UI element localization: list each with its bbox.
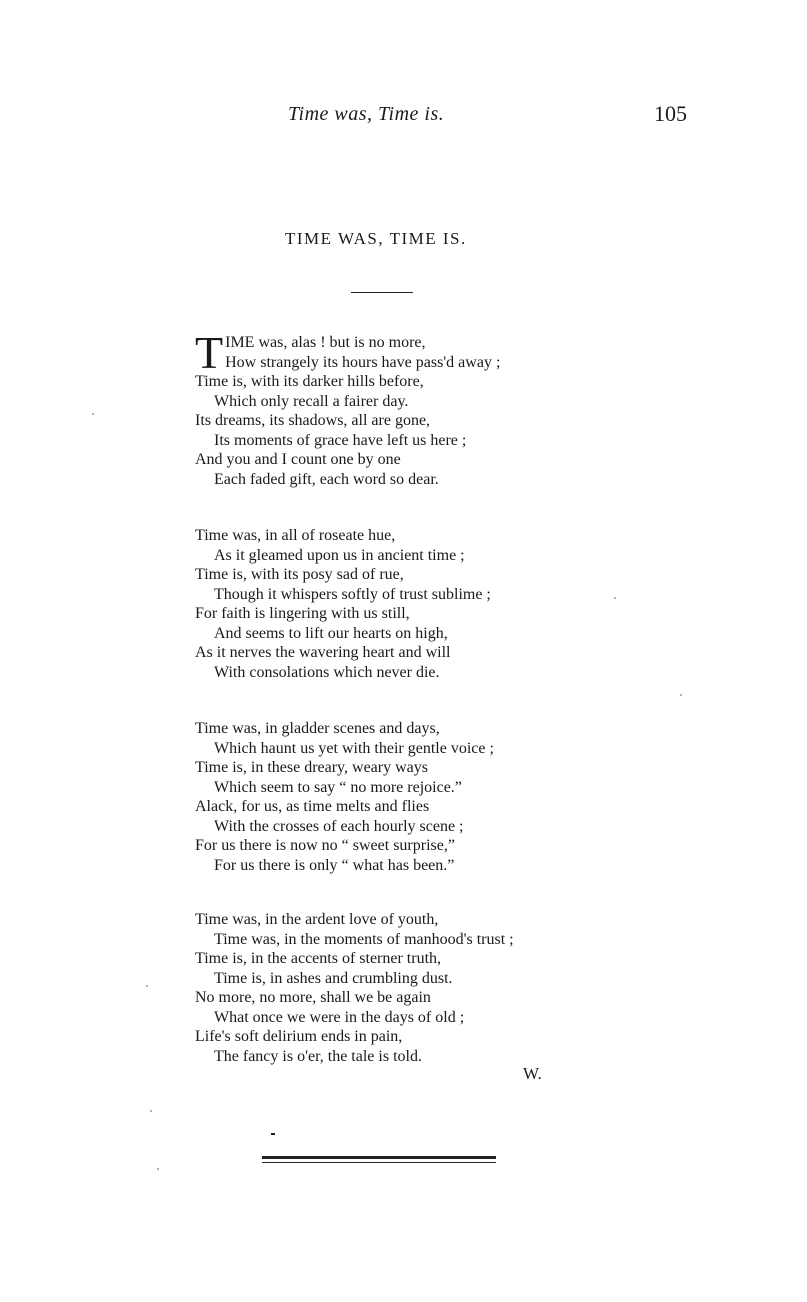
poem-line: For us there is now no “ sweet surprise,” [195, 837, 455, 854]
poem-line: Its moments of grace have left us here ; [214, 431, 467, 449]
poem-line: Time is, in these dreary, weary ways [195, 759, 428, 776]
page-number: 105 [654, 101, 687, 126]
running-head [0, 103, 807, 133]
poem-line: Which haunt us yet with their gentle voice ; [214, 739, 494, 757]
poem-line: And seems to lift our hearts on high, [214, 624, 448, 642]
end-rule-thick [262, 1156, 496, 1159]
poem-line: Its dreams, its shadows, all are gone, [195, 412, 431, 429]
poem-line: How strangely its hours have pass'd away ; [225, 353, 501, 371]
paper-speck [150, 1110, 152, 1112]
running-title: Time was, Time is. [288, 103, 445, 125]
poem-line: Time is, in the accents of sterner truth, [195, 950, 442, 967]
poem-line: For us there is only “ what has been.” [214, 856, 455, 874]
end-rule-thin [262, 1162, 496, 1163]
poem-line: As it gleamed upon us in ancient time ; [214, 546, 465, 564]
author-signature: W. [523, 1064, 542, 1083]
poem-line: No more, no more, shall we be again [195, 989, 431, 1006]
poem-line: What once we were in the days of old ; [214, 1008, 465, 1026]
poem-line: Time is, with its posy sad of rue, [195, 566, 404, 583]
poem-line: Time is, in ashes and crumbling dust. [214, 969, 453, 987]
title-divider [351, 292, 413, 293]
poem-line: Time was, in gladder scenes and days, [195, 720, 440, 737]
stanza-3 [195, 719, 615, 875]
stanza-1 [195, 327, 615, 489]
paper-speck [146, 985, 148, 987]
poem-line: With the crosses of each hourly scene ; [214, 817, 464, 835]
poem-line: Each faded gift, each word so dear. [214, 470, 439, 488]
poem-line: IME was, alas ! but is no more, [225, 334, 426, 351]
poem-line: Alack, for us, as time melts and flies [195, 798, 430, 815]
paper-speck [680, 694, 682, 696]
paper-speck [157, 1168, 159, 1170]
poem-line: And you and I count one by one [195, 451, 401, 468]
poem-line: Time was, in all of roseate hue, [195, 527, 396, 544]
poem-line: Which seem to say “ no more rejoice.” [214, 778, 462, 796]
poem-line: For faith is lingering with us still, [195, 605, 410, 622]
poem-title: TIME WAS, TIME IS. [285, 229, 467, 248]
end-mark [271, 1133, 275, 1135]
poem-line: Life's soft delirium ends in pain, [195, 1028, 403, 1045]
paper-speck [92, 413, 94, 415]
poem-line: Though it whispers softly of trust sublime ; [214, 585, 491, 603]
poem-line: Which only recall a fairer day. [214, 392, 409, 410]
poem-line: Time was, in the ardent love of youth, [195, 911, 439, 928]
drop-cap: T [195, 327, 224, 378]
stanza-4 [195, 910, 615, 1066]
poem-line: The fancy is o'er, the tale is told. [214, 1047, 422, 1065]
poem-line: As it nerves the wavering heart and will [195, 644, 451, 661]
poem-line: Time is, with its darker hills before, [195, 373, 424, 390]
poem-line: Time was, in the moments of manhood's trust ; [214, 930, 514, 948]
paper-speck [614, 597, 616, 599]
stanza-2 [195, 526, 615, 682]
poem-line: With consolations which never die. [214, 663, 440, 681]
